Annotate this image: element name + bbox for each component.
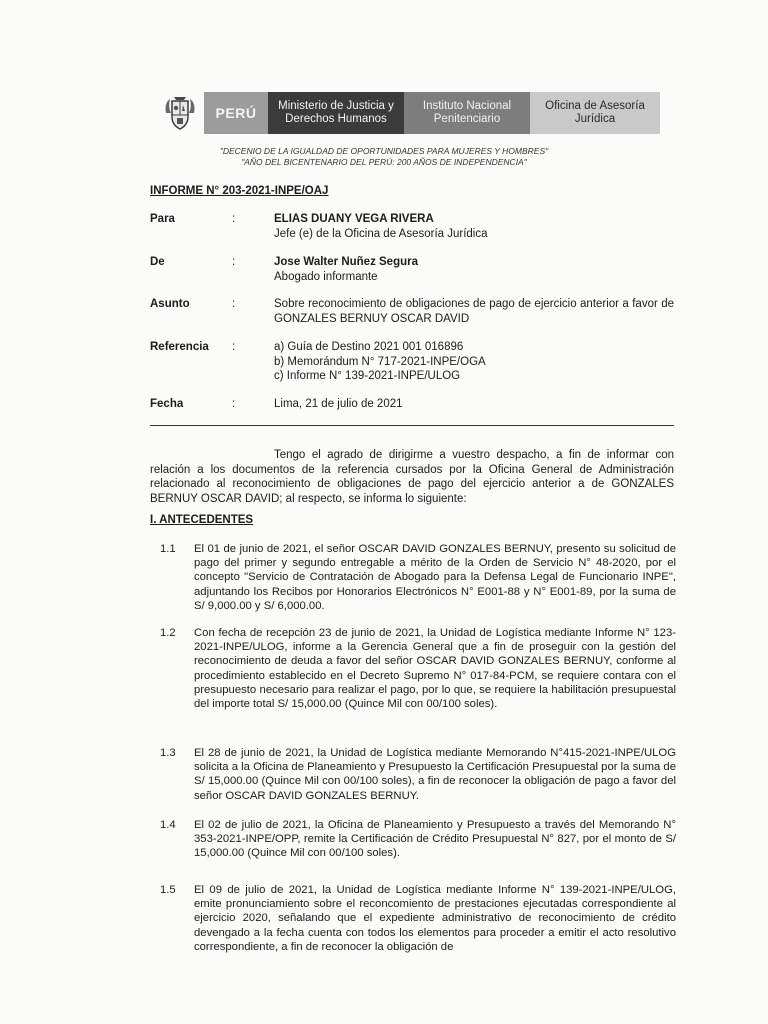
- item-number: 1.5: [160, 884, 176, 896]
- item-text: El 01 de junio de 2021, el señor OSCAR DAVID GONZALES BERNUY, presento su solicitud de pago del primer y segundo entregable a mérito de la Orden de Servicio N° 48-2020, por el concepto "Servicio de Contratación de Abogado para la Defensa Legal de Funcionario INPE", adjuntando los Recibos por Honorarios Electrónicos N° E001-88 y N° E001-89, por la suma de S/ 9,000.00 y S/ 6,000.00.: [194, 543, 676, 612]
- report-title: INFORME N° 203-2021-INPE/OAJ: [150, 185, 329, 197]
- item-number: 1.4: [160, 819, 176, 831]
- item-text: El 02 de julio de 2021, la Oficina de Planeamiento y Presupuesto a través del Memorando N° 353-2021-INPE/OPP, remite la Certificación de Crédito Presupuestal N° 827, por el monto de S/ 15,000.00 (Quince Mil con 00/100 soles).: [194, 819, 676, 860]
- meta-value: [274, 340, 674, 384]
- item-text: Con fecha de recepción 23 de junio de 2021, la Unidad de Logística mediante Informe N° 123-2021-INPE/ULOG, informe a la Gerencia General que a fin de proseguir con la gestión del reconocimiento de deuda a favor del señor OSCAR DAVID GONZALES BERNUY, conforme al procedimiento establecido en el Decreto Supremo N° 017-84-PCM, se requiere contara con el presupuesto necesario para realizar el pago, por lo que, se requiere la habilitación presupuestal del importe total S/ 15,000.00 (Quince Mil con 00/100 soles).: [194, 627, 676, 711]
- meta-fecha: [150, 397, 674, 412]
- item-text: El 28 de junio de 2021, la Unidad de Logística mediante Memorando N°415-2021-INPE/ULOG solicita a la Oficina de Planeamiento y Presupuesto la Certificación Presupuestal por la suma de S/ 15,000.00 (Quince Mil con 00/100 soles), a fin de reconocer la obligación de pago a favor del señor OSCAR DAVID GONZALES BERNUY.: [194, 747, 676, 802]
- item-number: 1.1: [160, 543, 176, 555]
- meta-value: [274, 255, 674, 284]
- meta-colon: :: [232, 341, 236, 353]
- date-text: Lima, 21 de julio de 2021: [274, 398, 403, 410]
- office-label: Oficina de Asesoría Jurídica: [530, 92, 660, 134]
- slogan-line-2: "AÑO DEL BICENTENARIO DEL PERÚ: 200 AÑOS DE INDEPENDENCIA": [241, 157, 527, 167]
- item-text: El 09 de julio de 2021, la Unidad de Logística mediante Informe N° 139-2021-INPE/ULOG, emite pronunciamiento sobre el reconcomiento de prestaciones ejecutadas correspondiente al ejercicio 2020, señalando que el expediente administrativo de reconocimiento de crédito devengado a la fecha cuenta con todos los elementos para proceder a emitir el acto resolutivo correspondiente, a fin de reconocer la obligación de: [194, 884, 676, 953]
- meta-label: Asunto: [150, 298, 190, 310]
- meta-colon: :: [232, 256, 236, 268]
- slogans: [0, 146, 768, 168]
- list-item: [160, 818, 676, 861]
- recipient-name: ELIAS DUANY VEGA RIVERA: [274, 213, 434, 225]
- meta-para: [150, 212, 674, 241]
- meta-label: De: [150, 256, 165, 268]
- recipient-role: Jefe (e) de la Oficina de Asesoría Jurídica: [274, 227, 488, 240]
- list-item: [160, 542, 676, 613]
- meta-asunto: [150, 297, 674, 326]
- item-number: 1.3: [160, 747, 176, 759]
- reference-b: b) Memorándum N° 717-2021-INPE/OGA: [274, 355, 486, 368]
- sender-name: Jose Walter Nuñez Segura: [274, 256, 419, 268]
- intro-paragraph: Tengo el agrado de dirigirme a vuestro despacho, a fin de informar con relación a los documentos de la referencia cursados por la Oficina General de Administración relacionado al reconocimiento de obligaciones de pago del ejercicio anterior a de GONZALES BERNUY OSCAR DAVID; al respecto, se informa lo siguiente:: [150, 449, 674, 505]
- meta-referencia: [150, 340, 674, 384]
- meta-value: [274, 212, 674, 241]
- item-number: 1.2: [160, 627, 176, 639]
- meta-de: [150, 255, 674, 284]
- subject-text: Sobre reconocimiento de obligaciones de pago de ejercicio anterior a favor de GONZALES BERNUY OSCAR DAVID: [274, 298, 674, 325]
- ministry-label: Ministerio de Justicia y Derechos Humanos: [268, 92, 404, 134]
- header-divider: [150, 425, 674, 426]
- reference-a: a) Guía de Destino 2021 001 016896: [274, 341, 464, 353]
- institute-label: Instituto Nacional Penitenciario: [404, 92, 530, 134]
- list-item: [160, 883, 676, 954]
- meta-label: Para: [150, 213, 175, 225]
- reference-c: c) Informe N° 139-2021-INPE/ULOG: [274, 370, 461, 382]
- sender-role: Abogado informante: [274, 270, 378, 283]
- peru-coat-of-arms-icon: [160, 92, 200, 134]
- meta-label: Fecha: [150, 398, 184, 410]
- peru-label: PERÚ: [204, 92, 268, 134]
- meta-colon: :: [232, 298, 236, 310]
- meta-colon: :: [232, 398, 236, 410]
- section-title: I. ANTECEDENTES: [150, 514, 254, 526]
- meta-label: Referencia: [150, 341, 209, 353]
- list-item: [160, 746, 676, 803]
- slogan-line-1: "DECENIO DE LA IGUALDAD DE OPORTUNIDADES PARA MUJERES Y HOMBRES": [219, 146, 549, 156]
- meta-colon: :: [232, 213, 236, 225]
- list-item: [160, 626, 676, 711]
- institutional-header: [160, 92, 660, 134]
